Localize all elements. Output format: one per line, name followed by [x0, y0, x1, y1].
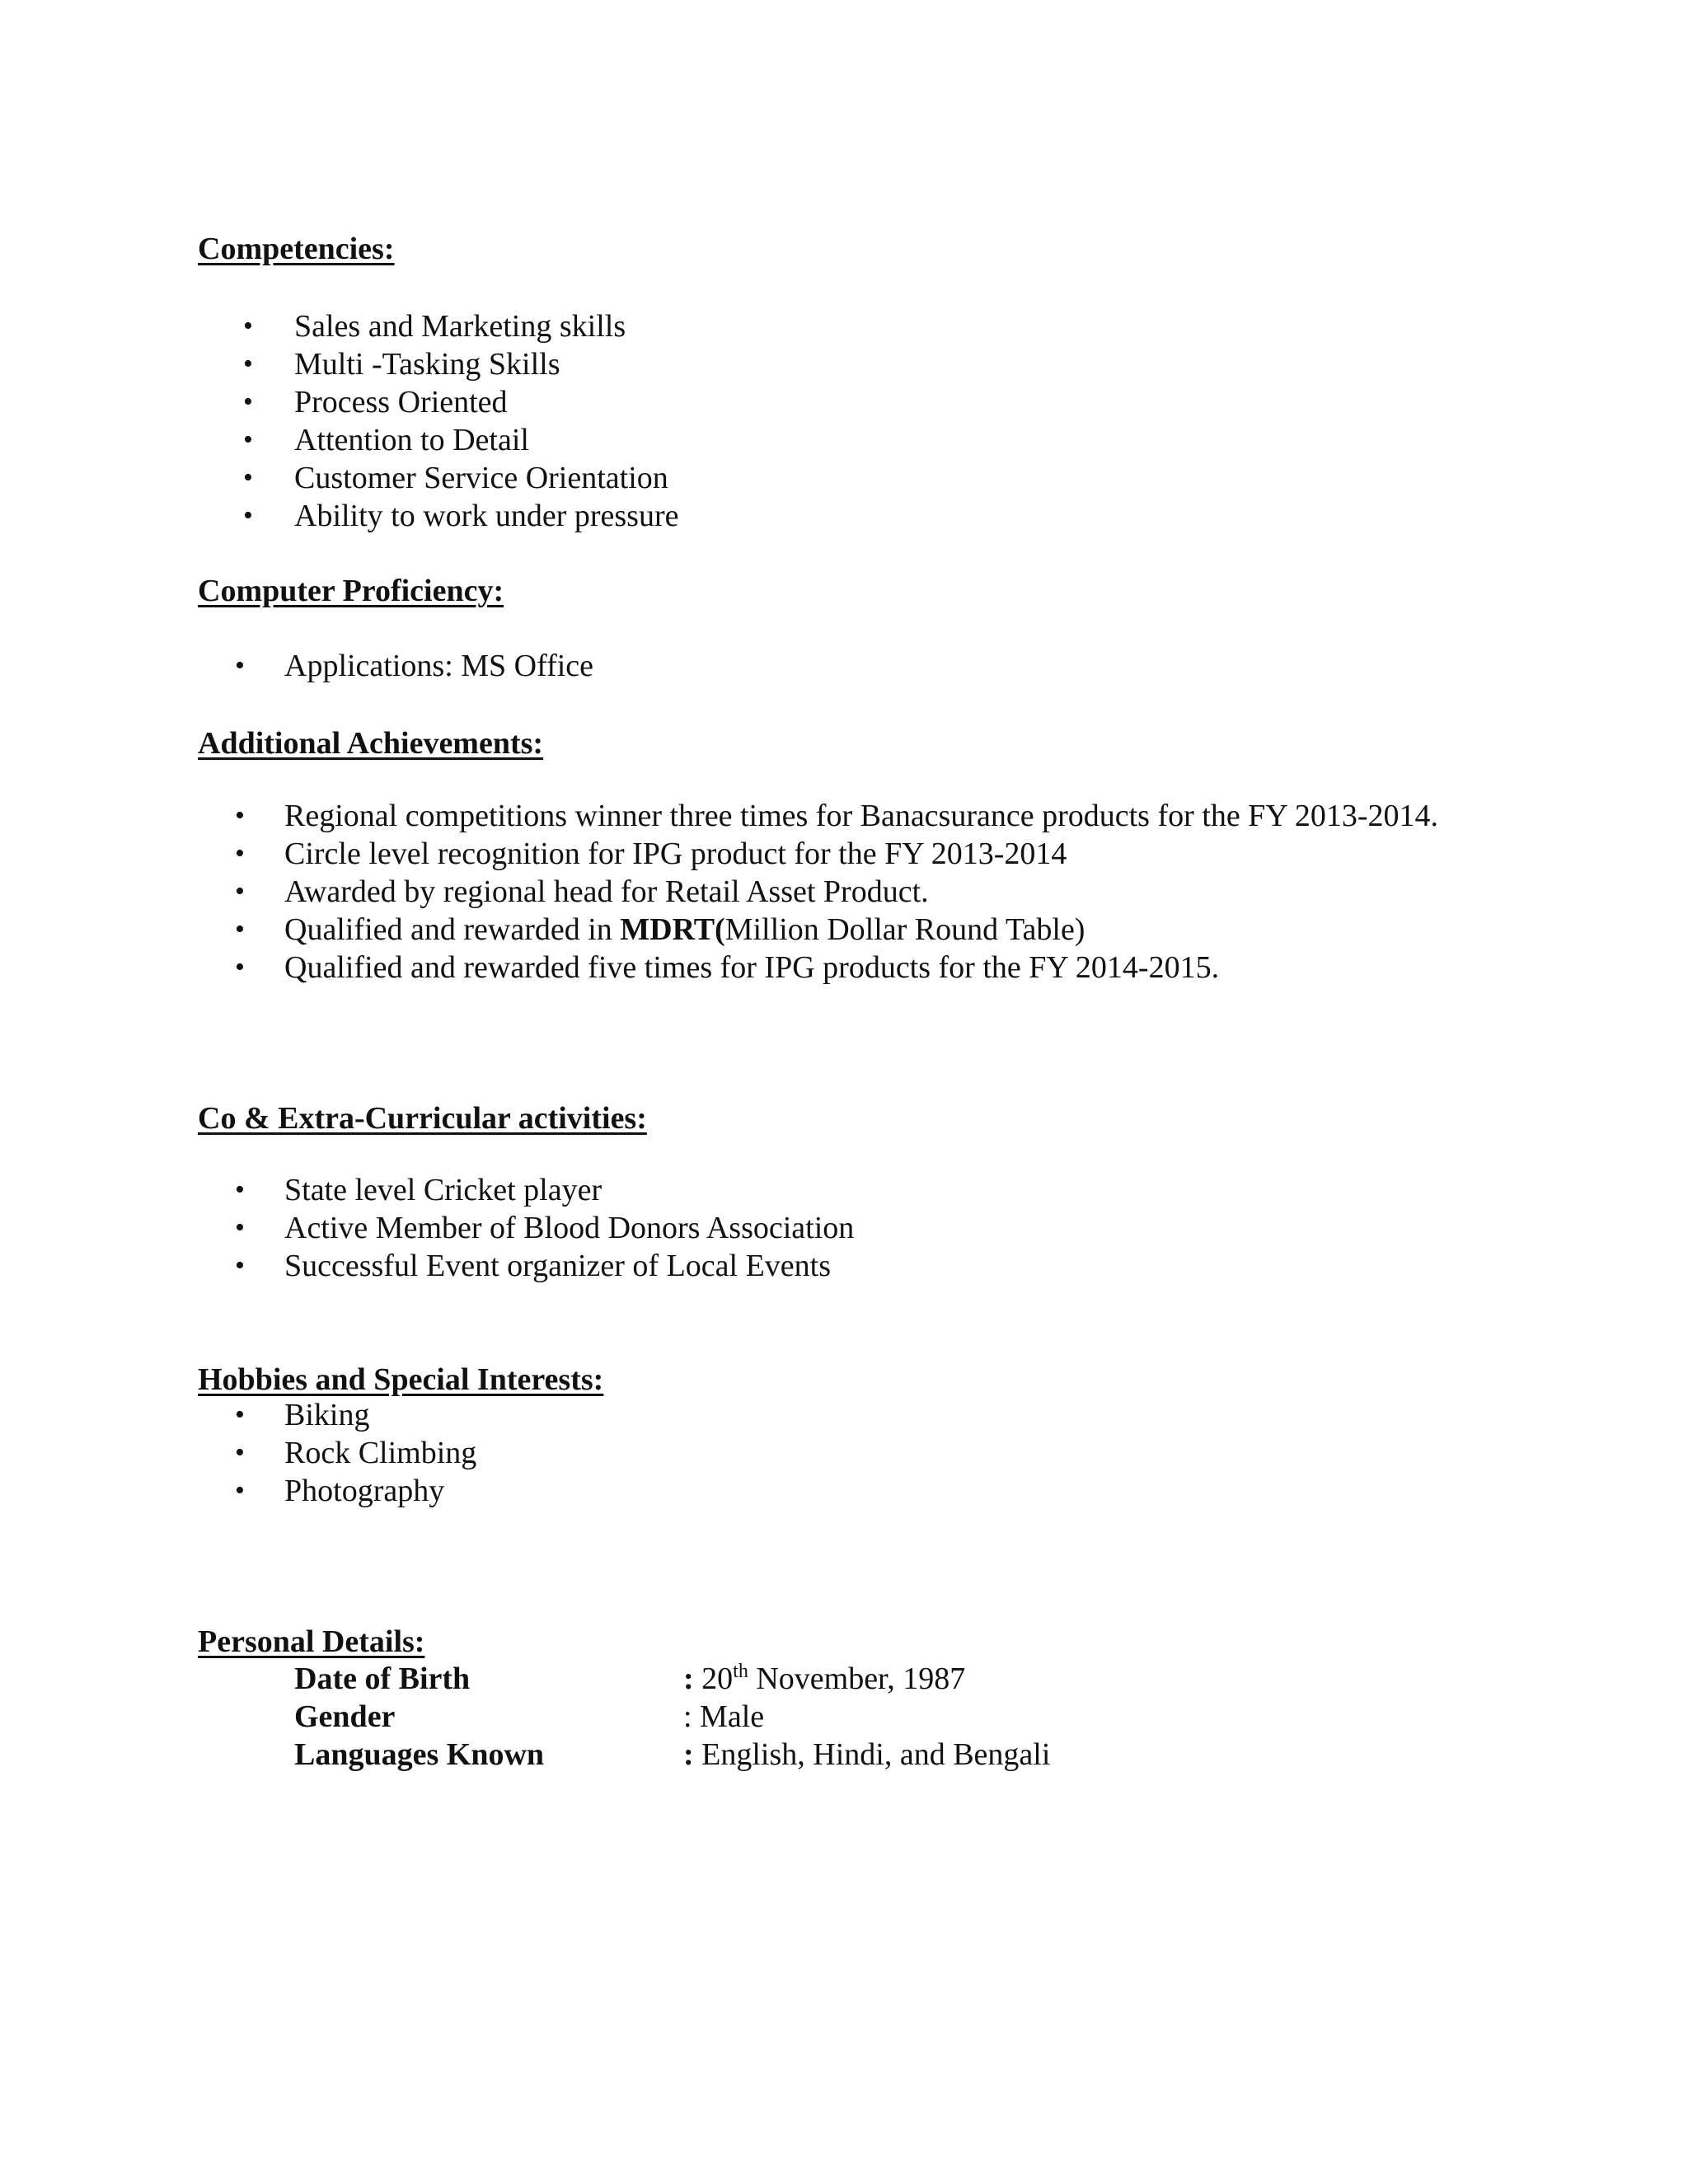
mdrt-bold-text: MDRT(	[620, 912, 725, 947]
bullet-icon: •	[235, 1475, 245, 1506]
gender-label: Gender	[294, 1699, 396, 1734]
list-item: • Circle level recognition for IPG product for the FY 2013-2014	[235, 837, 1067, 871]
bullet-icon: •	[243, 311, 253, 341]
languages-value: : English, Hindi, and Bengali	[683, 1737, 1051, 1772]
list-item: • Qualified and rewarded five times for IPG products for the FY 2014-2015.	[235, 950, 1220, 985]
additional-achievements-heading: Additional Achievements:	[198, 726, 544, 761]
list-item: • Ability to work under pressure	[243, 499, 679, 533]
bullet-icon: •	[243, 500, 253, 531]
bullet-icon: •	[235, 838, 245, 869]
bullet-icon: •	[235, 800, 245, 831]
bullet-icon: •	[235, 1212, 245, 1243]
hobbies-list	[235, 1396, 477, 1510]
gender-value: : Male	[683, 1699, 765, 1734]
list-item: • Photography	[235, 1474, 445, 1508]
extra-curricular-heading: Co & Extra-Curricular activities:	[198, 1101, 647, 1136]
list-item: • State level Cricket player	[235, 1173, 603, 1207]
bullet-icon: •	[235, 876, 245, 907]
hobbies-heading: Hobbies and Special Interests:	[198, 1362, 604, 1397]
computer-proficiency-heading: Computer Proficiency:	[198, 574, 504, 608]
list-item: • Applications: MS Office	[235, 649, 594, 683]
list-item: • Rock Climbing	[235, 1436, 477, 1470]
list-item: • Attention to Detail	[243, 423, 529, 457]
achievements-list	[235, 797, 1504, 987]
bullet-icon: •	[235, 1437, 245, 1468]
dob-label: Date of Birth	[294, 1661, 471, 1696]
bullet-icon: •	[235, 914, 245, 944]
bullet-icon: •	[243, 424, 253, 455]
bullet-icon: •	[235, 1174, 245, 1205]
bullet-icon: •	[235, 650, 245, 681]
bullet-icon: •	[243, 349, 253, 379]
competencies-list	[243, 307, 679, 535]
list-item: • Sales and Marketing skills	[243, 309, 626, 344]
list-item: • Awarded by regional head for Retail Asset Product.	[235, 874, 929, 909]
languages-label: Languages Known	[294, 1737, 545, 1772]
list-item: • Qualified and rewarded in MDRT(Million Dollar Round Table)	[235, 912, 1085, 947]
dob-value: : 20th November, 1987	[683, 1661, 966, 1696]
competencies-heading: Competencies:	[198, 232, 395, 266]
list-item: • Active Member of Blood Donors Association	[235, 1211, 855, 1245]
bullet-icon: •	[235, 952, 245, 982]
list-item: • Biking	[235, 1398, 370, 1432]
list-item: • Multi -Tasking Skills	[243, 347, 560, 382]
bullet-icon: •	[235, 1250, 245, 1281]
extra-curricular-list	[235, 1171, 855, 1285]
list-item: • Successful Event organizer of Local Events	[235, 1249, 832, 1283]
bullet-icon: •	[243, 387, 253, 417]
list-item: • Regional competitions winner three times for Banacsurance products for the FY 2013-2014.	[235, 799, 1439, 833]
list-item: • Process Oriented	[243, 385, 508, 419]
bullet-icon: •	[243, 462, 253, 493]
bullet-icon: •	[235, 1399, 245, 1430]
personal-details-heading: Personal Details:	[198, 1624, 425, 1659]
list-item: • Customer Service Orientation	[243, 461, 668, 495]
computer-proficiency-list	[235, 647, 594, 685]
